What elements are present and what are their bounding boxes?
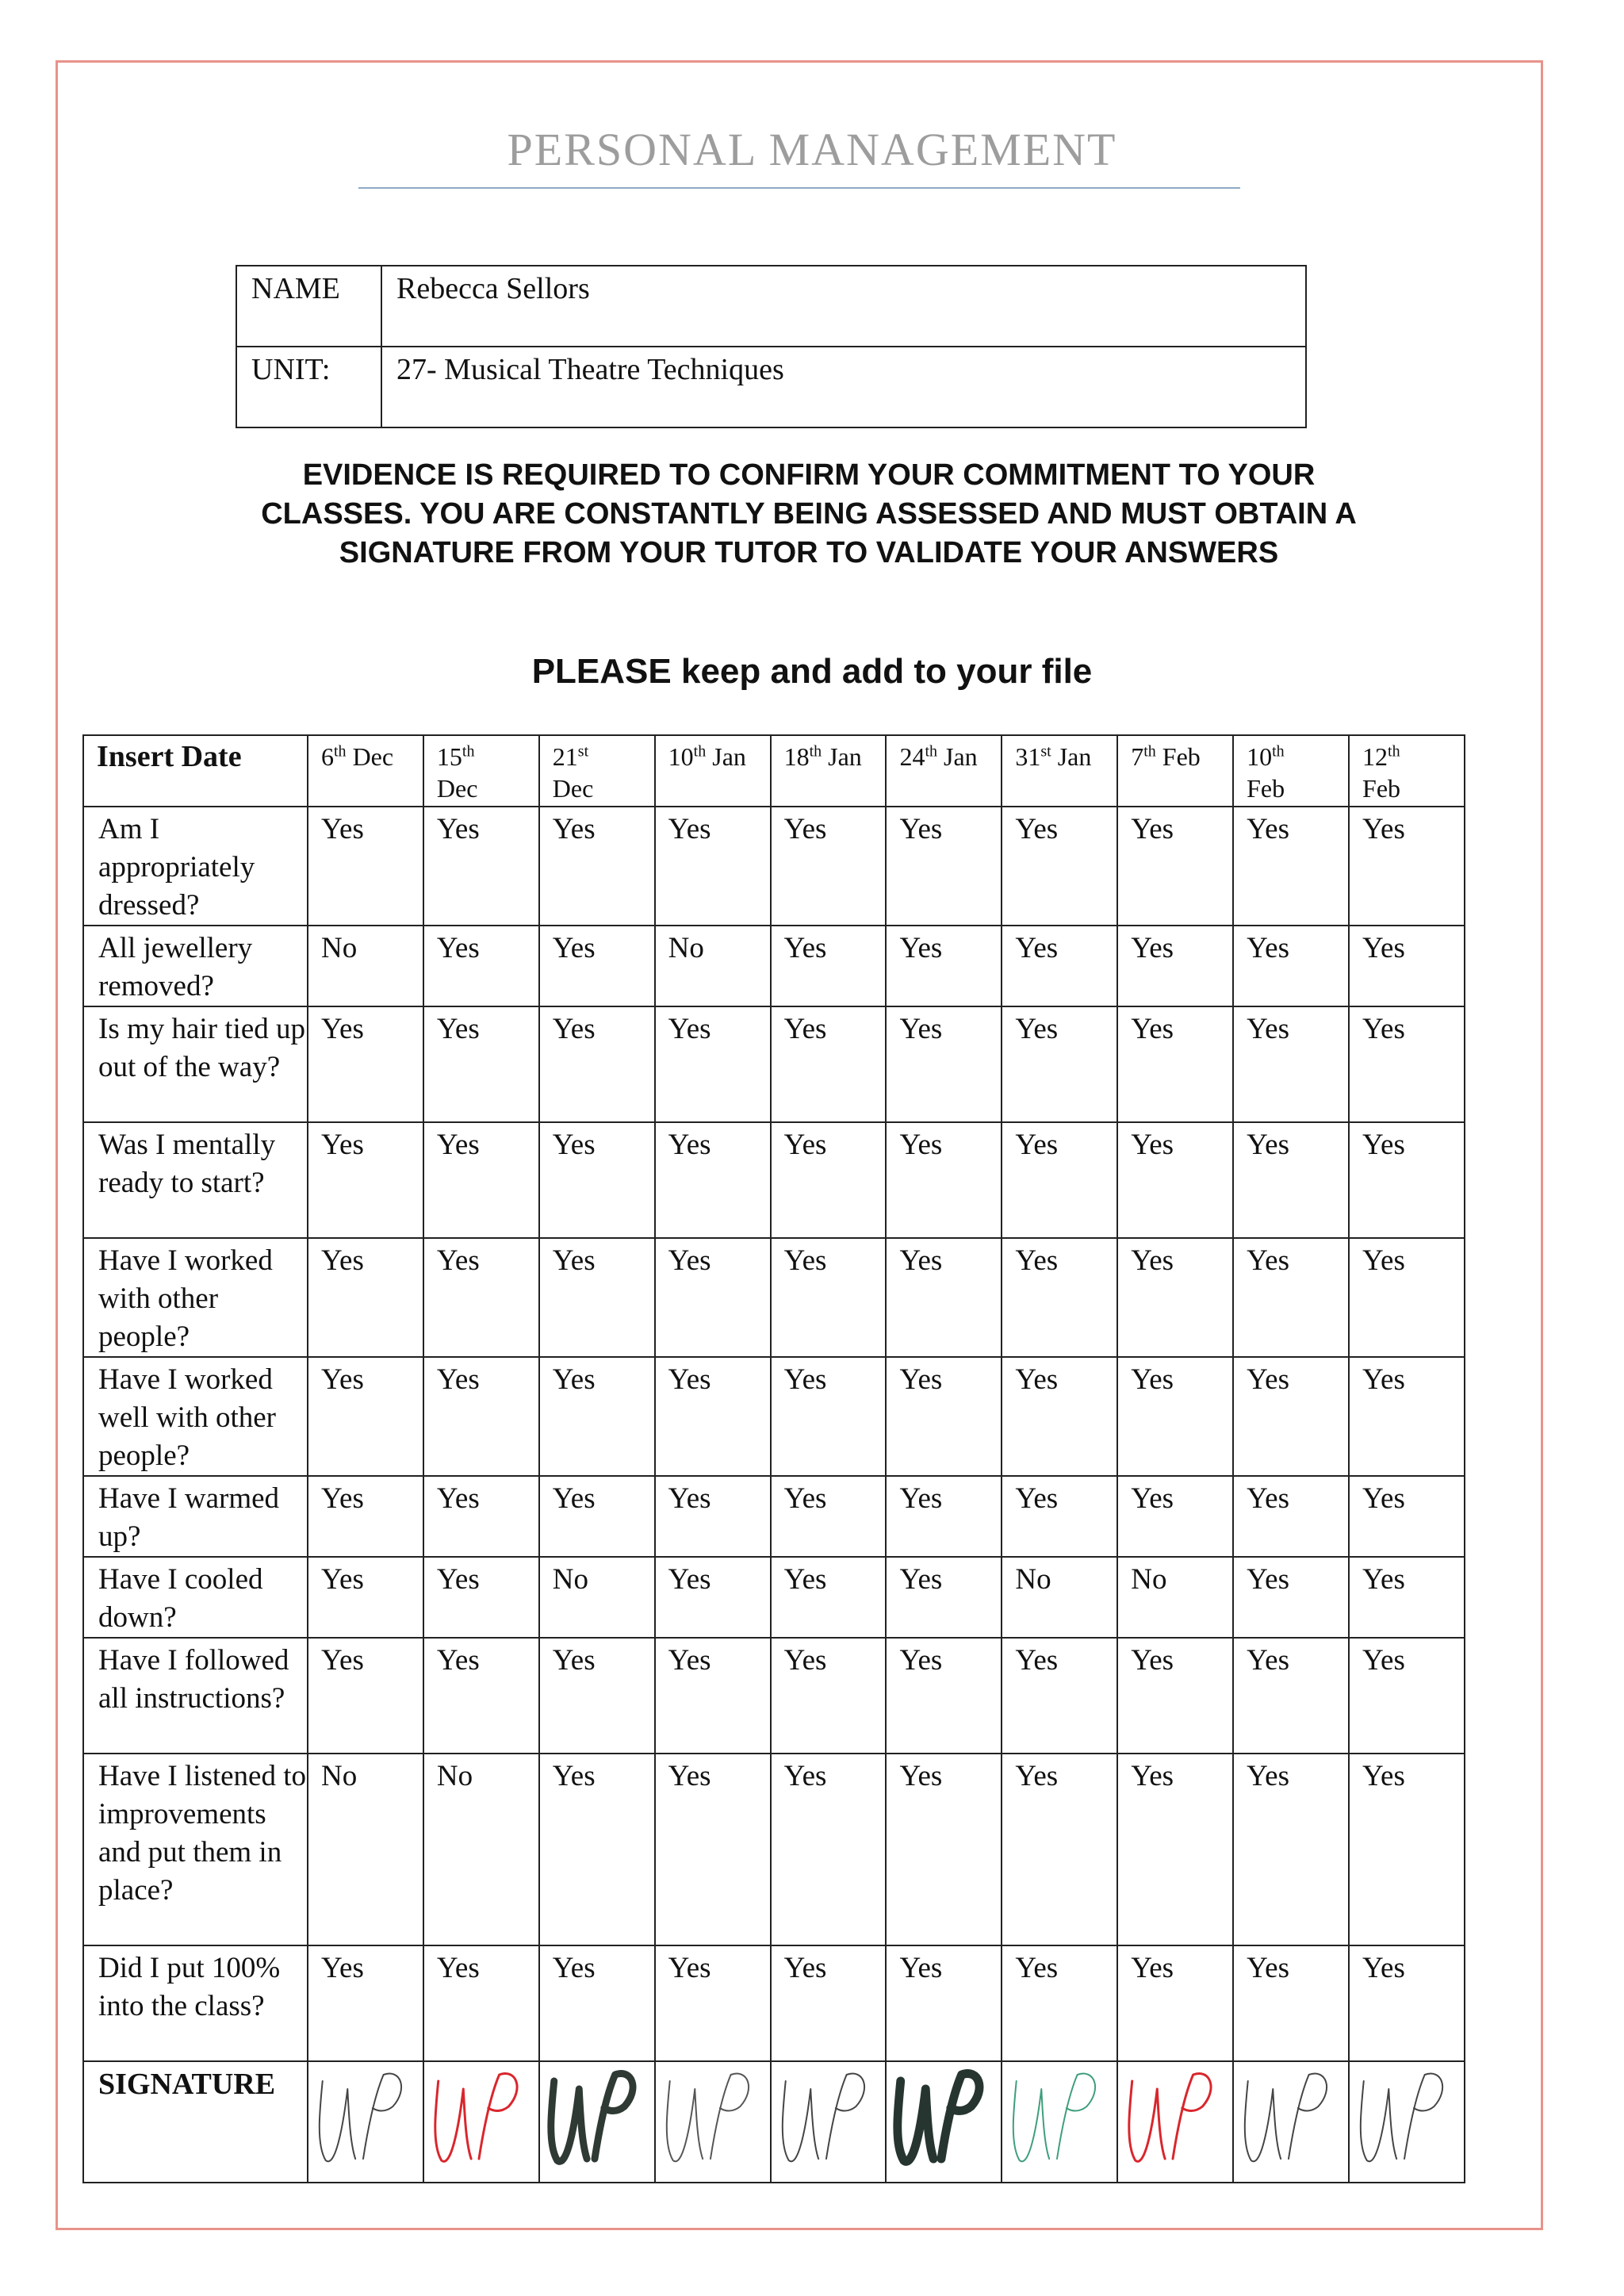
answer-cell: No bbox=[308, 926, 423, 1006]
answer-cell: Yes bbox=[771, 1638, 887, 1754]
answer-cell: Yes bbox=[886, 1557, 1002, 1638]
answer-cell: Yes bbox=[771, 1945, 887, 2061]
answer-cell: Yes bbox=[1002, 1754, 1117, 1945]
insert-date-header: Insert Date bbox=[83, 735, 308, 807]
name-label: NAME bbox=[236, 266, 381, 347]
evidence-notice: EVIDENCE IS REQUIRED TO CONFIRM YOUR COMMITMENT TO YOUR CLASSES. YOU ARE CONSTANTLY BEING ASSESSED AND MUST OBTAIN A SIGNATURE FROM YOUR TUTOR TO VALIDATE YOUR ANSWERS bbox=[261, 458, 1357, 569]
answer-cell: Yes bbox=[886, 1476, 1002, 1557]
answer-cell: Yes bbox=[655, 1945, 771, 2061]
question-row bbox=[83, 1476, 1465, 1557]
question-cell: Have I worked well with other people? bbox=[83, 1357, 308, 1476]
answer-cell: No bbox=[655, 926, 771, 1006]
answer-cell: Yes bbox=[308, 1476, 423, 1557]
answer-cell: Yes bbox=[1117, 1238, 1233, 1357]
answer-cell: No bbox=[308, 1754, 423, 1945]
date-day: 12 bbox=[1362, 742, 1388, 771]
date-header bbox=[1233, 735, 1349, 807]
question-row bbox=[83, 1557, 1465, 1638]
date-header bbox=[1117, 735, 1233, 807]
answer-cell: Yes bbox=[1233, 1122, 1349, 1238]
answer-cell: Yes bbox=[308, 1357, 423, 1476]
tutor-signature bbox=[1349, 2061, 1465, 2183]
answer-cell: Yes bbox=[308, 1638, 423, 1754]
date-day: 10 bbox=[668, 742, 694, 771]
title-underline bbox=[358, 187, 1240, 189]
answer-cell: Yes bbox=[1117, 1945, 1233, 2061]
signature-scribble bbox=[772, 2057, 886, 2176]
answer-cell: Yes bbox=[308, 1945, 423, 2061]
answer-cell: Yes bbox=[1117, 1357, 1233, 1476]
answer-cell: Yes bbox=[1233, 1754, 1349, 1945]
question-cell: Was I mentally ready to start? bbox=[83, 1122, 308, 1238]
answer-cell: Yes bbox=[655, 1638, 771, 1754]
answer-cell: Yes bbox=[539, 1238, 655, 1357]
date-day: 15 bbox=[436, 742, 462, 771]
answer-cell: Yes bbox=[539, 1638, 655, 1754]
date-month: Feb bbox=[1247, 774, 1285, 803]
answer-cell: Yes bbox=[655, 1557, 771, 1638]
answer-cell: Yes bbox=[771, 1357, 887, 1476]
answer-cell: Yes bbox=[423, 1945, 539, 2061]
date-day: 31 bbox=[1015, 742, 1041, 771]
answer-cell: Yes bbox=[655, 1122, 771, 1238]
answer-cell: Yes bbox=[539, 1122, 655, 1238]
date-header bbox=[539, 735, 655, 807]
answer-cell: Yes bbox=[886, 1638, 1002, 1754]
answer-cell: Yes bbox=[1117, 1754, 1233, 1945]
signature-scribble bbox=[424, 2057, 538, 2176]
answer-cell: Yes bbox=[771, 926, 887, 1006]
question-row bbox=[83, 1638, 1465, 1754]
answer-cell: No bbox=[1002, 1557, 1117, 1638]
date-header-row bbox=[83, 735, 1465, 807]
answer-cell: Yes bbox=[1233, 1557, 1349, 1638]
tutor-signature bbox=[423, 2061, 539, 2183]
date-ordinal-suffix: th bbox=[1388, 742, 1400, 761]
signature-scribble bbox=[656, 2057, 770, 2176]
tutor-signature bbox=[771, 2061, 887, 2183]
date-header bbox=[655, 735, 771, 807]
signature-label: SIGNATURE bbox=[83, 2061, 308, 2183]
answer-cell: Yes bbox=[1002, 1122, 1117, 1238]
question-row bbox=[83, 1238, 1465, 1357]
signature-scribble bbox=[308, 2057, 423, 2176]
answer-cell: Yes bbox=[1233, 1006, 1349, 1122]
answer-cell: Yes bbox=[1349, 1357, 1465, 1476]
date-header bbox=[771, 735, 887, 807]
date-ordinal-suffix: th bbox=[809, 742, 822, 761]
answer-cell: Yes bbox=[1233, 1945, 1349, 2061]
tutor-signature bbox=[308, 2061, 423, 2183]
date-header bbox=[886, 735, 1002, 807]
answer-cell: Yes bbox=[423, 1122, 539, 1238]
student-info-table bbox=[236, 265, 1307, 428]
tutor-signature bbox=[1002, 2061, 1117, 2183]
tutor-signature bbox=[1233, 2061, 1349, 2183]
answer-cell: Yes bbox=[1349, 1945, 1465, 2061]
date-month: Feb bbox=[1362, 774, 1401, 803]
answer-cell: Yes bbox=[308, 1122, 423, 1238]
answer-cell: Yes bbox=[308, 1238, 423, 1357]
signature-scribble bbox=[1234, 2057, 1348, 2176]
answer-cell: Yes bbox=[1233, 926, 1349, 1006]
answer-cell: Yes bbox=[886, 807, 1002, 926]
date-ordinal-suffix: th bbox=[462, 742, 475, 761]
answer-cell: No bbox=[423, 1754, 539, 1945]
answer-cell: Yes bbox=[423, 807, 539, 926]
answer-cell: Yes bbox=[308, 1557, 423, 1638]
date-day: 24 bbox=[899, 742, 925, 771]
date-month: Feb bbox=[1162, 742, 1201, 771]
question-cell: Did I put 100% into the class? bbox=[83, 1945, 308, 2061]
date-header bbox=[1002, 735, 1117, 807]
unit-value: 27- Musical Theatre Techniques bbox=[381, 347, 1306, 427]
answer-cell: Yes bbox=[1117, 926, 1233, 1006]
tutor-signature bbox=[886, 2061, 1002, 2183]
answer-cell: Yes bbox=[1002, 1476, 1117, 1557]
date-day: 10 bbox=[1247, 742, 1273, 771]
answer-cell: Yes bbox=[655, 1476, 771, 1557]
date-ordinal-suffix: th bbox=[1143, 742, 1156, 761]
answer-cell: Yes bbox=[1002, 1357, 1117, 1476]
signature-scribble bbox=[1350, 2057, 1464, 2176]
answer-cell: Yes bbox=[886, 1006, 1002, 1122]
answer-cell: Yes bbox=[539, 807, 655, 926]
answer-cell: Yes bbox=[308, 1006, 423, 1122]
answer-cell: Yes bbox=[1349, 807, 1465, 926]
signature-scribble bbox=[540, 2057, 654, 2176]
answer-cell: Yes bbox=[655, 1357, 771, 1476]
question-row bbox=[83, 1357, 1465, 1476]
answer-cell: Yes bbox=[886, 1122, 1002, 1238]
answer-cell: Yes bbox=[886, 1945, 1002, 2061]
answer-cell: Yes bbox=[1349, 1754, 1465, 1945]
answer-cell: Yes bbox=[423, 1557, 539, 1638]
date-day: 7 bbox=[1131, 742, 1144, 771]
answer-cell: Yes bbox=[1002, 807, 1117, 926]
answer-cell: Yes bbox=[423, 1476, 539, 1557]
signature-scribble bbox=[1002, 2057, 1116, 2176]
answer-cell: Yes bbox=[423, 1638, 539, 1754]
question-row bbox=[83, 807, 1465, 926]
attendance-log-table bbox=[82, 734, 1465, 2183]
answer-cell: Yes bbox=[771, 1006, 887, 1122]
date-month: Dec bbox=[352, 742, 394, 771]
date-header bbox=[1349, 735, 1465, 807]
name-value: Rebecca Sellors bbox=[381, 266, 1306, 347]
answer-cell: Yes bbox=[539, 926, 655, 1006]
date-ordinal-suffix: th bbox=[1272, 742, 1285, 761]
question-row bbox=[83, 1754, 1465, 1945]
date-ordinal-suffix: th bbox=[334, 742, 347, 761]
answer-cell: Yes bbox=[1002, 1638, 1117, 1754]
answer-cell: Yes bbox=[886, 926, 1002, 1006]
answer-cell: Yes bbox=[655, 1754, 771, 1945]
date-month: Jan bbox=[944, 742, 978, 771]
question-row bbox=[83, 1122, 1465, 1238]
answer-cell: Yes bbox=[1349, 1476, 1465, 1557]
answer-cell: Yes bbox=[1349, 1557, 1465, 1638]
answer-cell: Yes bbox=[1349, 1638, 1465, 1754]
tutor-signature bbox=[655, 2061, 771, 2183]
date-day: 18 bbox=[783, 742, 810, 771]
answer-cell: Yes bbox=[1117, 1476, 1233, 1557]
answer-cell: Yes bbox=[655, 807, 771, 926]
answer-cell: Yes bbox=[539, 1357, 655, 1476]
answer-cell: Yes bbox=[886, 1238, 1002, 1357]
question-cell: Am I appropriately dressed? bbox=[83, 807, 308, 926]
answer-cell: Yes bbox=[1117, 1122, 1233, 1238]
unit-row bbox=[236, 347, 1306, 427]
signature-row bbox=[83, 2061, 1465, 2183]
question-cell: Have I cooled down? bbox=[83, 1557, 308, 1638]
date-ordinal-suffix: st bbox=[577, 742, 589, 761]
answer-cell: Yes bbox=[539, 1006, 655, 1122]
question-row bbox=[83, 1006, 1465, 1122]
date-ordinal-suffix: th bbox=[693, 742, 707, 761]
answer-cell: Yes bbox=[655, 1006, 771, 1122]
question-cell: Have I followed all instructions? bbox=[83, 1638, 308, 1754]
answer-cell: Yes bbox=[886, 1357, 1002, 1476]
answer-cell: Yes bbox=[308, 807, 423, 926]
answer-cell: Yes bbox=[1002, 1238, 1117, 1357]
question-cell: Have I worked with other people? bbox=[83, 1238, 308, 1357]
answer-cell: Yes bbox=[1349, 926, 1465, 1006]
answer-cell: Yes bbox=[1233, 1638, 1349, 1754]
answer-cell: No bbox=[1117, 1557, 1233, 1638]
answer-cell: Yes bbox=[1002, 1006, 1117, 1122]
answer-cell: Yes bbox=[1233, 1476, 1349, 1557]
date-ordinal-suffix: st bbox=[1040, 742, 1051, 761]
question-cell: All jewellery removed? bbox=[83, 926, 308, 1006]
question-cell: Have I warmed up? bbox=[83, 1476, 308, 1557]
answer-cell: Yes bbox=[1002, 1945, 1117, 2061]
date-month: Dec bbox=[436, 774, 478, 803]
date-month: Jan bbox=[1057, 742, 1092, 771]
date-day: 21 bbox=[552, 742, 578, 771]
answer-cell: Yes bbox=[1002, 926, 1117, 1006]
answer-cell: Yes bbox=[771, 1754, 887, 1945]
question-cell: Is my hair tied up out of the way? bbox=[83, 1006, 308, 1122]
question-row bbox=[83, 926, 1465, 1006]
answer-cell: Yes bbox=[771, 1476, 887, 1557]
tutor-signature bbox=[539, 2061, 655, 2183]
answer-cell: Yes bbox=[1349, 1122, 1465, 1238]
answer-cell: Yes bbox=[423, 1006, 539, 1122]
date-month: Jan bbox=[828, 742, 862, 771]
answer-cell: Yes bbox=[771, 1238, 887, 1357]
answer-cell: Yes bbox=[1233, 1238, 1349, 1357]
answer-cell: Yes bbox=[1117, 1006, 1233, 1122]
signature-scribble bbox=[1118, 2057, 1232, 2176]
tutor-signature bbox=[1117, 2061, 1233, 2183]
date-header bbox=[308, 735, 423, 807]
signature-scribble bbox=[887, 2057, 1001, 2176]
answer-cell: Yes bbox=[423, 926, 539, 1006]
name-row bbox=[236, 266, 1306, 347]
date-month: Dec bbox=[552, 774, 594, 803]
answer-cell: No bbox=[539, 1557, 655, 1638]
answer-cell: Yes bbox=[1349, 1006, 1465, 1122]
page-title: PERSONAL MANAGEMENT bbox=[507, 124, 1117, 175]
answer-cell: Yes bbox=[539, 1476, 655, 1557]
date-header bbox=[423, 735, 539, 807]
answer-cell: Yes bbox=[771, 807, 887, 926]
answer-cell: Yes bbox=[1233, 807, 1349, 926]
question-row bbox=[83, 1945, 1465, 2061]
date-day: 6 bbox=[321, 742, 334, 771]
answer-cell: Yes bbox=[423, 1238, 539, 1357]
date-month: Jan bbox=[712, 742, 746, 771]
answer-cell: Yes bbox=[1117, 807, 1233, 926]
answer-cell: Yes bbox=[655, 1238, 771, 1357]
answer-cell: Yes bbox=[1117, 1638, 1233, 1754]
answer-cell: Yes bbox=[771, 1557, 887, 1638]
question-cell: Have I listened to improvements and put them in place? bbox=[83, 1754, 308, 1945]
unit-label: UNIT: bbox=[236, 347, 381, 427]
please-keep-note: PLEASE keep and add to your file bbox=[531, 652, 1093, 691]
answer-cell: Yes bbox=[1233, 1357, 1349, 1476]
date-ordinal-suffix: th bbox=[925, 742, 938, 761]
answer-cell: Yes bbox=[771, 1122, 887, 1238]
answer-cell: Yes bbox=[886, 1754, 1002, 1945]
answer-cell: Yes bbox=[539, 1945, 655, 2061]
answer-cell: Yes bbox=[539, 1754, 655, 1945]
answer-cell: Yes bbox=[1349, 1238, 1465, 1357]
answer-cell: Yes bbox=[423, 1357, 539, 1476]
